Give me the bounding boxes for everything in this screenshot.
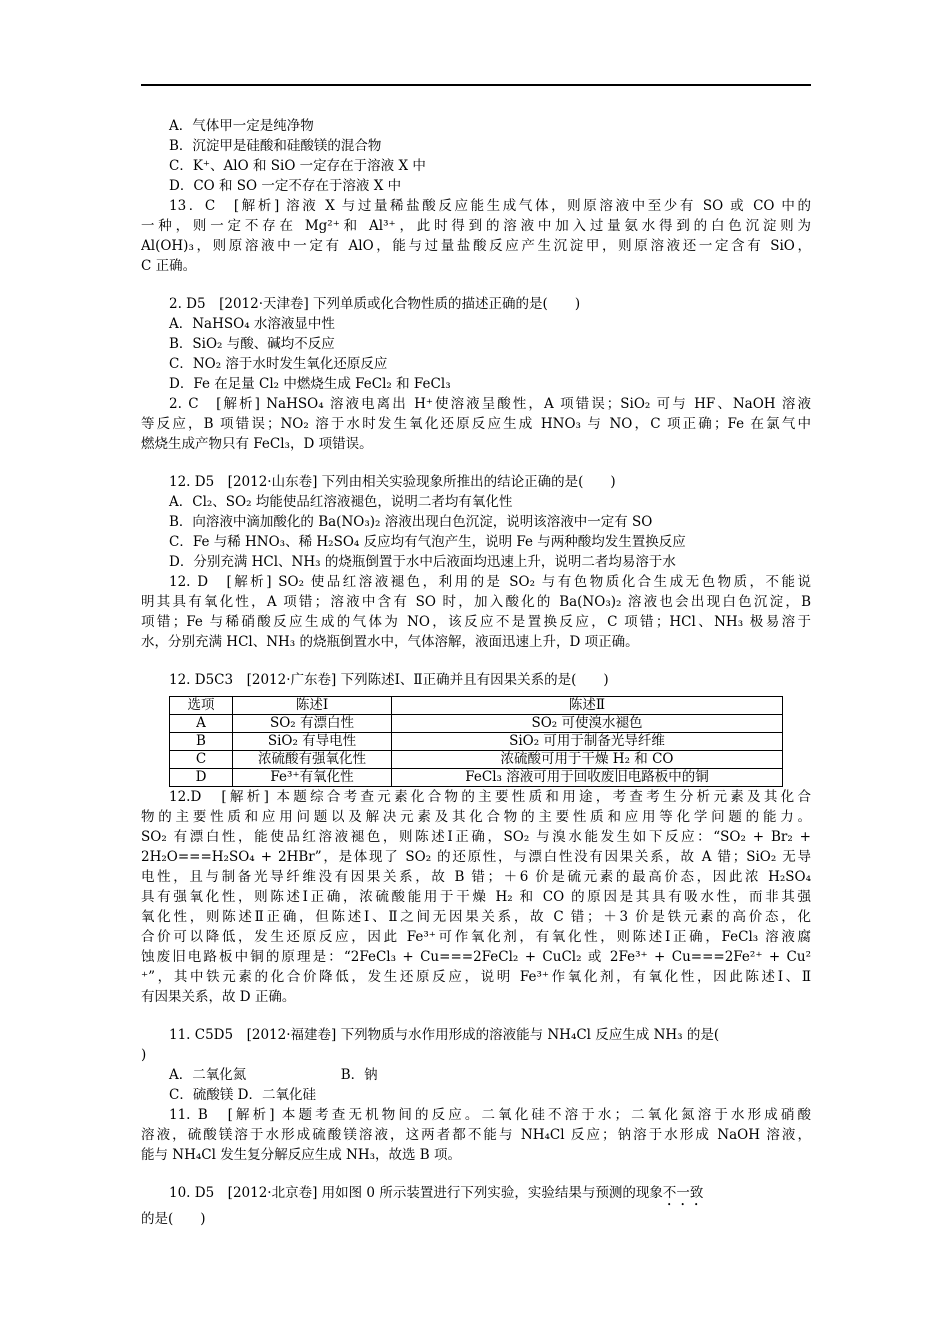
analysis-line: 13．C [解析] 溶液 X 与过量稀盐酸反应能生成气体，则原溶液中至少有 SO 或 CO 中的 [169,198,811,214]
question-title: 2. D5 [2012·天津卷] 下列单质或化合物性质的描述正确的是( ) [169,296,581,312]
table-cell: C [170,751,233,769]
question-title: 11. C5D5 [2012·福建卷] 下列物质与水作用形成的溶液能与 NH₄Cl 反应生成 NH₃ 的是( [169,1027,720,1043]
option-cd: C．硫酸镁 D．二氧化硅 [169,1087,316,1103]
question-title: 12. D5C3 [2012·广东卷] 下列陈述Ⅰ、Ⅱ正确并且有因果关系的是( ) [169,672,609,688]
table-header: 选项 [170,697,233,715]
table-row [170,769,783,787]
option-a: A．Cl₂、SO₂ 均能使品红溶液褪色，说明二者均有氧化性 [169,494,513,510]
option-d: D．Fe 在足量 Cl₂ 中燃烧生成 FeCl₂ 和 FeCl₃ [169,376,451,392]
table-header: 陈述Ⅰ [233,697,392,715]
document-body [141,116,811,1229]
header-rule [141,84,811,86]
analysis-line: ⁺”，其中铁元素的化合价降低，发生还原反应，说明 Fe³⁺作氧化剂，有氧化性，因此陈述Ⅰ、Ⅱ [141,969,811,985]
analysis-line: C 正确。 [141,258,197,274]
analysis-line: 明其具有氧化性，A 项错；溶液中含有 SO 时，加入酸化的 Ba(NO₃)₂ 溶液也会出现白色沉淀，B [141,594,811,610]
analysis-line: Al(OH)₃，则原溶液中一定有 AlO，能与过量盐酸反应产生沉淀甲，则原溶液还一定含有 SiO， [141,238,811,254]
table-cell: D [170,769,233,787]
option-b: B．SiO₂ 与酸、碱均不反应 [169,336,335,352]
analysis-line: 11. B [解析] 本题考查无机物间的反应。二氧化硅不溶于水；二氧化氮溶于水形成硝酸 [169,1107,811,1123]
analysis-line: 一种，则一定不存在 Mg²⁺和 Al³⁺，此时得到的溶液中加入过量氨水得到的白色沉淀则为 [141,218,811,234]
emphasis-text: 不一致 [662,1185,704,1201]
option-c: C．K⁺、AlO 和 SiO 一定存在于溶液 X 中 [169,158,426,174]
statement-table [169,696,783,787]
analysis-line: 氧化性，则陈述Ⅱ正确，但陈述Ⅰ、Ⅱ之间无因果关系，故 C 错；＋3 价是铁元素的高价态，化 [141,909,811,925]
analysis-line: 能与 NH₄Cl 发生复分解反应生成 NH₃，故选 B 项。 [141,1147,462,1163]
analysis-line: 2. C [解析] NaHSO₄ 溶液电离出 H⁺使溶液呈酸性，A 项错误；SiO₂ 可与 HF、NaOH 溶液 [169,396,811,412]
question-title-cont: 的是( ) [141,1211,206,1227]
table-cell: Fe³⁺有氧化性 [233,769,392,787]
table-row [170,751,783,769]
table-row [170,733,783,751]
analysis-line: 12.D [解析] 本题综合考查元素化合物的主要性质和用途，考查考生分析元素及其化合 [169,789,811,805]
table-cell: 浓硫酸有强氧化性 [233,751,392,769]
question-title: 12. D5 [2012·山东卷] 下列由相关实验现象所推出的结论正确的是( ) [169,474,616,490]
analysis-line: 燃烧生成产物只有 FeCl₃，D 项错误。 [141,436,373,452]
table-cell: SO₂ 可使溴水褪色 [392,715,783,733]
table-cell: 浓硫酸可用于干燥 H₂ 和 CO [392,751,783,769]
question-title [141,1183,811,1209]
analysis-line: 物的主要性质和应用问题以及解决元素及其化合物的主要性质和应用等化学问题的能力。 [141,809,811,825]
analysis-line: 水，分别充满 HCl、NH₃ 的烧瓶倒置水中，气体溶解，液面迅速上升，D 项正确。 [141,634,639,650]
question-title-cont: ) [141,1047,147,1063]
table-cell: A [170,715,233,733]
table-row [170,715,783,733]
option-c: C．NO₂ 溶于水时发生氧化还原反应 [169,356,388,372]
table-cell: SiO₂ 有导电性 [233,733,392,751]
table-header-row [170,697,783,715]
option-d: D．CO 和 SO 一定不存在于溶液 X 中 [169,178,402,194]
option-a: A．气体甲一定是纯净物 [169,118,314,134]
analysis-line: 具有强氧化性，则陈述Ⅰ正确，浓硫酸能用于干燥 H₂ 和 CO 的原因是其具有吸水性，而非其强 [141,889,811,905]
analysis-line: 电性，且与制备光导纤维没有因果关系，故 B 错；＋6 价是硫元素的最高价态，因此浓 H₂SO₄ [141,869,811,885]
option-b: B．向溶液中滴加酸化的 Ba(NO₃)₂ 溶液出现白色沉淀，说明该溶液中一定有 SO [169,514,653,530]
analysis-line: 溶液，硫酸镁溶于水形成硫酸镁溶液，这两者都不能与 NH₄Cl 反应；钠溶于水形成 NaOH 溶液， [141,1127,811,1143]
table-cell: SO₂ 有漂白性 [233,715,392,733]
analysis-line: 2H₂O===H₂SO₄ + 2HBr”，是体现了 SO₂ 的还原性，与漂白性没有因果关系，故 A 错；SiO₂ 无导 [141,849,811,865]
option-d: D．分别充满 HCl、NH₃ 的烧瓶倒置于水中后液面均迅速上升，说明二者均易溶于水 [169,554,676,570]
table-header: 陈述Ⅱ [392,697,783,715]
analysis-line: 合价可以降低，发生还原反应，因此 Fe³⁺可作氧化剂，有氧化性，则陈述Ⅰ正确，FeCl₃ 溶液腐 [141,929,811,945]
table-cell: SiO₂ 可用于制备光导纤维 [392,733,783,751]
analysis-line: 有因果关系，故 D 正确。 [141,989,296,1005]
analysis-line: 12. D [解析] SO₂ 使品红溶液褪色，利用的是 SO₂ 与有色物质化合生成无色物质，不能说 [169,574,811,590]
analysis-line: 等反应，B 项错误；NO₂ 溶于水时发生氧化还原反应生成 HNO₃ 与 NO，C 项正确；Fe 在氯气中 [141,416,811,432]
table-cell: B [170,733,233,751]
option-a: A．NaHSO₄ 水溶液显中性 [169,316,335,332]
table-cell: FeCl₃ 溶液可用于回收废旧电路板中的铜 [392,769,783,787]
option-b: B．沉淀甲是硅酸和硅酸镁的混合物 [169,138,382,154]
question-title-text: 10. D5 [2012·北京卷] 用如图 0 所示装置进行下列实验，实验结果与预测的现象 [169,1185,663,1201]
option-ab: A．二氧化氮 B．钠 [169,1067,378,1083]
analysis-line: SO₂ 有漂白性，能使品红溶液褪色，则陈述Ⅰ正确，SO₂ 与溴水能发生如下反应：“SO₂ + Br₂ + [141,829,811,845]
option-c: C．Fe 与稀 HNO₃、稀 H₂SO₄ 反应均有气泡产生，说明 Fe 与两种酸均发生置换反应 [169,534,686,550]
analysis-line: 蚀废旧电路板中铜的原理是：“2FeCl₃ + Cu===2FeCl₂ + CuCl₂ 或 2Fe³⁺ + Cu===2Fe²⁺ + Cu² [141,949,811,965]
analysis-line: 项错；Fe 与稀硝酸反应生成的气体为 NO，该反应不是置换反应，C 项错；HCl、NH₃ 极易溶于 [141,614,811,630]
